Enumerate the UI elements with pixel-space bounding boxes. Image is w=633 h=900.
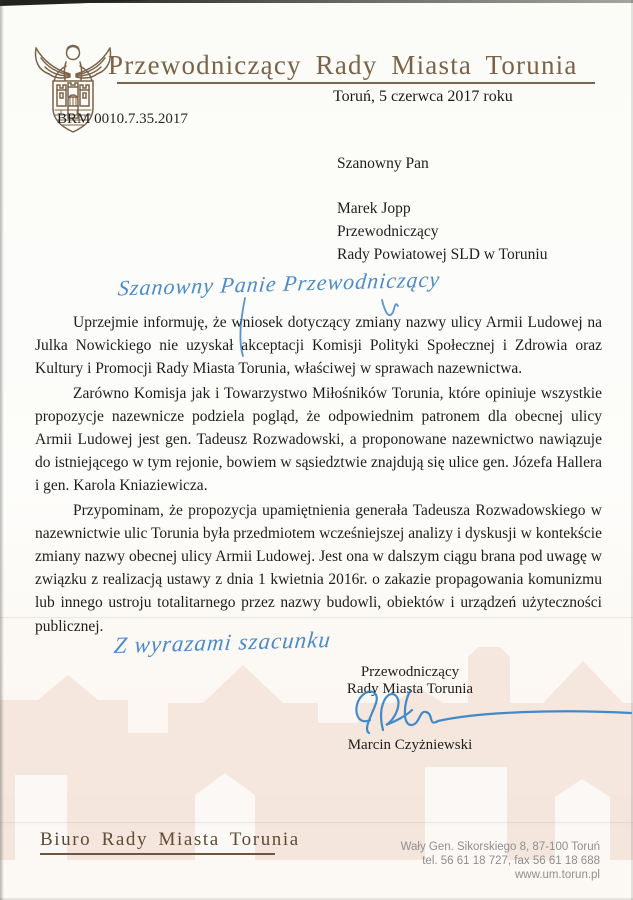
recipient-organization: Rady Powiatowej SLD w Toruniu [337,246,548,263]
recipient-salutation: Szanowny Pan [337,155,429,172]
handwritten-greeting: Szanowny Panie Przewodniczący [116,266,442,301]
paragraph-3: Przypominam, że propozycja upamiętnienia generała Tadeusza Rozwadowskiego w nazewnictwie ulic Torunia była przedmiotem wcześniejszej analizy i dyskusji w kontekście zmiany nazwy obecnej ulicy Armii Ludowej. Jest ona w dalszym ciągu brana pod uwagę w związku z realizacją ustawy z dnia 1 kwietnia 2016r. o zakazie propagowania komunizmu lub innego ustroju totalitarnego przez nazwy budowli, obiektów i urządzeń użyteczności publicznej. [35,501,602,635]
footer-contact-block [401,840,600,882]
footer-address: Wały Gen. Sikorskiego 8, 87-100 Toruń [400,841,600,853]
recipient-block [337,152,547,266]
paragraph-2: Zarówno Komisja jak i Towarzystwo Miłośników Torunia, które opiniuje wszystkie propozycje nazewnicze podziela pogląd, że odpowiednim patronem dla obecnej ulicy Armii Ludowej jest gen. Tadeusz Rozwadowski, a proponowane nazewnictwo nawiązuje do istniejącego w tym rejonie, bowiem w sąsiedztwie znajdują się ulice gen. Józefa Hallera i gen. Karola Kniaziewicza. [35,384,602,495]
footer-phone-fax: tel. 56 61 18 727, fax 56 61 18 688 [422,855,600,867]
scan-edge-top-wedge [0,0,150,6]
signature-scribble [350,684,633,738]
letter-body [35,311,602,639]
letterhead-title: Przewodniczący Rady Miasta Torunia [108,50,578,80]
fold-crease-lower [0,822,633,823]
date-line: Toruń, 5 czerwca 2017 roku [333,88,513,105]
signature-title-2: Rady Miasta Torunia [346,681,474,697]
recipient-title: Przewodniczący [337,223,439,240]
footer-office-name: Biuro Rady Miasta Torunia [40,829,300,850]
signature-title-1: Przewodniczący [360,664,460,680]
footer-website: www.um.torun.pl [514,869,600,881]
handwritten-closing: Z wyrazami szacunku [112,626,333,659]
paragraph-1: Uprzejmie informuję, że wniosek dotyczący zmiany nazwy ulicy Armii Ludowej na Julka Nowickiego nie uzyskał akceptacji Komisji Polityki Społecznej i Zdrowia oraz Kultury i Promocji Rady Miasta Torunia, właściwej w sprawach nazewnictwa. [35,314,602,378]
scan-edge-left [0,0,4,900]
footer-office-rule [40,853,275,855]
recipient-name: Marek Jopp [337,200,411,217]
letterhead-rule [117,82,595,84]
signatory-name: Marcin Czyżniewski [347,737,473,753]
reference-number: BRM 0010.7.35.2017 [57,111,188,127]
